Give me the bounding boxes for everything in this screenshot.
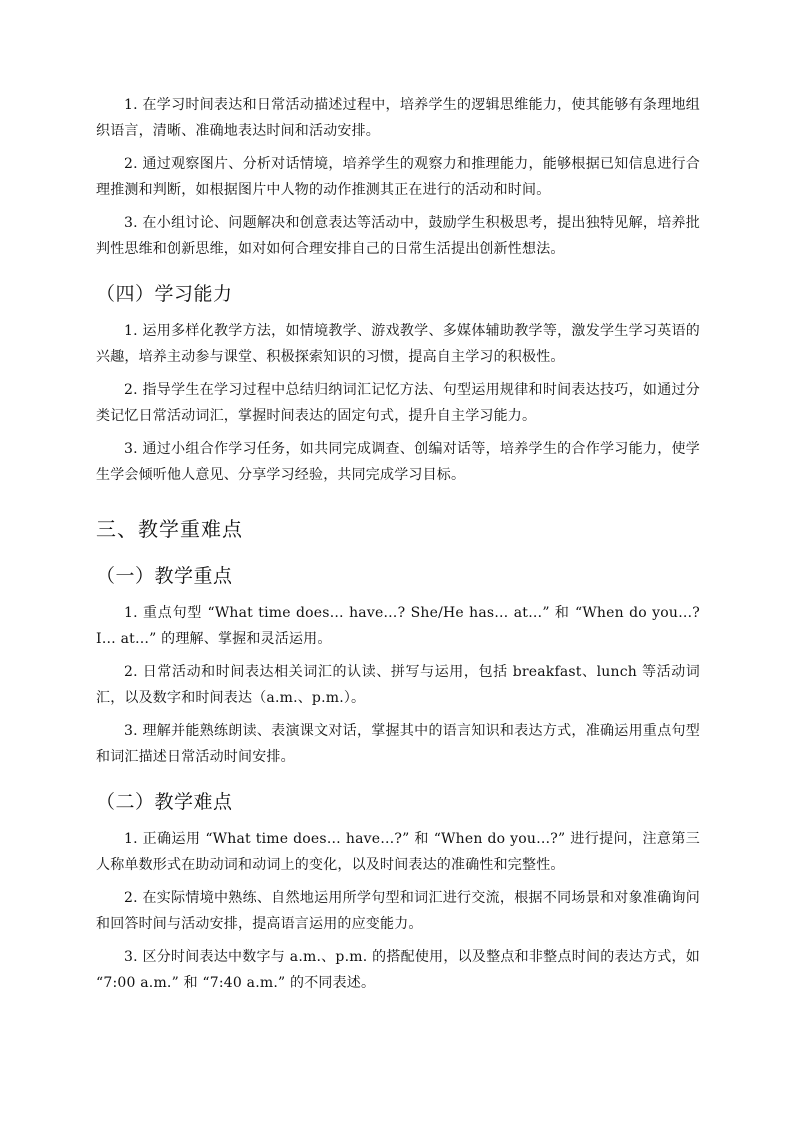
thinking-paragraph-1: 1. 在学习时间表达和日常活动描述过程中，培养学生的逻辑思维能力，使其能够有条理地组织语言，清晰、准确地表达时间和活动安排。 [96, 97, 700, 139]
heading-key-difficult-points: 三、教学重难点 [96, 517, 243, 541]
learning-paragraph-3: 3. 通过小组合作学习任务，如共同完成调查、创编对话等，培养学生的合作学习能力，使学生学会倾听他人意见、分享学习经验，共同完成学习目标。 [96, 441, 700, 483]
learning-paragraph-2: 2. 指导学生在学习过程中总结归纳词汇记忆方法、句型运用规律和时间表达技巧，如通过分类记忆日常活动词汇，掌握时间表达的固定句式，提升自主学习能力。 [96, 382, 700, 424]
learning-paragraph-1: 1. 运用多样化教学方法，如情境教学、游戏教学、多媒体辅助教学等，激发学生学习英语的兴趣，培养主动参与课堂、积极探索知识的习惯，提高自主学习的积极性。 [96, 323, 700, 365]
key-paragraph-3: 3. 理解并能熟练朗读、表演课文对话，掌握其中的语言知识和表达方式，准确运用重点句型和词汇描述日常活动时间安排。 [96, 723, 700, 765]
thinking-paragraph-3: 3. 在小组讨论、问题解决和创意表达等活动中，鼓励学生积极思考，提出独特见解，培养批判性思维和创新思维，如对如何合理安排自己的日常生活提出创新性想法。 [96, 215, 700, 257]
key-paragraph-1: 1. 重点句型 “What time does… have…? She/He has… at…” 和 “When do you…? I… at…” 的理解、掌握和灵活运用。 [96, 605, 700, 647]
document-page [96, 92, 700, 1003]
difficult-paragraph-1: 1. 正确运用 “What time does… have…?” 和 “When do you…?” 进行提问，注意第三人称单数形式在助动词和动词上的变化，以及时间表达的准确性和完整性。 [96, 831, 700, 873]
thinking-paragraph-2: 2. 通过观察图片、分析对话情境，培养学生的观察力和推理能力，能够根据已知信息进行合理推测和判断，如根据图片中人物的动作推测其正在进行的活动和时间。 [96, 156, 700, 198]
difficult-paragraph-2: 2. 在实际情境中熟练、自然地运用所学句型和词汇进行交流，根据不同场景和对象准确询问和回答时间与活动安排，提高语言运用的应变能力。 [96, 890, 700, 932]
heading-teaching-difficult: （二）教学难点 [96, 791, 233, 813]
key-paragraph-2: 2. 日常活动和时间表达相关词汇的认读、拼写与运用，包括 breakfast、lunch 等活动词汇，以及数字和时间表达（a.m.、p.m.）。 [96, 664, 700, 706]
difficult-paragraph-3: 3. 区分时间表达中数字与 a.m.、p.m. 的搭配使用，以及整点和非整点时间的表达方式，如 “7:00 a.m.” 和 “7:40 a.m.” 的不同表述。 [96, 949, 700, 991]
heading-learning-ability: （四）学习能力 [96, 283, 233, 305]
heading-teaching-key: （一）教学重点 [96, 565, 233, 587]
